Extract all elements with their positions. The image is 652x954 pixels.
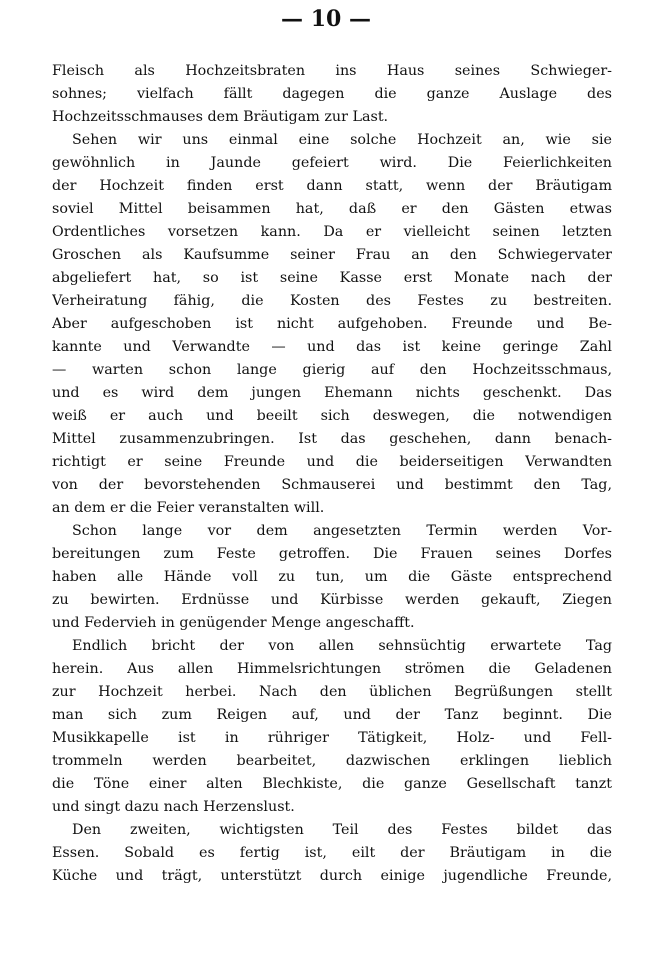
text-line: Küche und trägt, unterstützt durch einige jugendliche Freunde, bbox=[52, 868, 612, 884]
text-line: haben alle Hände voll zu tun, um die Gäste entsprechend bbox=[52, 569, 612, 585]
text-line: Hochzeitsschmauses dem Bräutigam zur Last. bbox=[52, 109, 389, 125]
text-line: die Töne einer alten Blechkiste, die ganze Gesellschaft tanzt bbox=[52, 776, 612, 792]
text-line: richtigt er seine Freunde und die beiderseitigen Verwandten bbox=[52, 454, 612, 470]
text-line: und es wird dem jungen Ehemann nichts geschenkt. Das bbox=[52, 385, 612, 401]
text-line: trommeln werden bearbeitet, dazwischen erklingen lieblich bbox=[52, 753, 612, 769]
text-line: Sehen wir uns einmal eine solche Hochzeit an, wie sie bbox=[72, 132, 612, 148]
text-line: Aber aufgeschoben ist nicht aufgehoben. Freunde und Be- bbox=[52, 316, 612, 332]
page-number: — 10 — bbox=[281, 6, 371, 32]
text-line: kannte und Verwandte — und das ist keine geringe Zahl bbox=[52, 339, 612, 355]
text-line: an dem er die Feier veranstalten will. bbox=[52, 500, 325, 516]
text-line: und singt dazu nach Herzenslust. bbox=[52, 799, 295, 815]
text-line: von der bevorstehenden Schmauserei und bestimmt den Tag, bbox=[52, 477, 612, 493]
text-line: der Hochzeit finden erst dann statt, wenn der Bräutigam bbox=[52, 178, 612, 194]
text-line: — warten schon lange gierig auf den Hochzeitsschmaus, bbox=[52, 362, 612, 378]
paragraph bbox=[52, 520, 612, 635]
text-line: Schon lange vor dem angesetzten Termin werden Vor- bbox=[72, 523, 612, 539]
text-line: und Federvieh in genügender Menge angeschafft. bbox=[52, 615, 415, 631]
text-line: zur Hochzeit herbei. Nach den üblichen Begrüßungen stellt bbox=[52, 684, 612, 700]
text-line: soviel Mittel beisammen hat, daß er den Gästen etwas bbox=[52, 201, 612, 217]
text-line: Endlich bricht der von allen sehnsüchtig erwartete Tag bbox=[72, 638, 612, 654]
text-line: Ordentliches vorsetzen kann. Da er vielleicht seinen letzten bbox=[52, 224, 612, 240]
text-line: Verheiratung fähig, die Kosten des Festes zu bestreiten. bbox=[52, 293, 612, 309]
text-line: Groschen als Kaufsumme seiner Frau an den Schwiegervater bbox=[52, 247, 612, 263]
paragraph bbox=[52, 129, 612, 520]
paragraph bbox=[52, 635, 612, 819]
text-line: Mittel zusammenzubringen. Ist das geschehen, dann benach- bbox=[52, 431, 612, 447]
text-line: Musikkapelle ist in rühriger Tätigkeit, Holz- und Fell- bbox=[52, 730, 612, 746]
text-line: gewöhnlich in Jaunde gefeiert wird. Die Feierlichkeiten bbox=[52, 155, 612, 171]
text-line: Fleisch als Hochzeitsbraten ins Haus seines Schwieger- bbox=[52, 63, 612, 79]
text-line: weiß er auch und beeilt sich deswegen, die notwendigen bbox=[52, 408, 612, 424]
text-line: zu bewirten. Erdnüsse und Kürbisse werden gekauft, Ziegen bbox=[52, 592, 612, 608]
paragraph bbox=[52, 60, 612, 129]
text-line: man sich zum Reigen auf, und der Tanz beginnt. Die bbox=[52, 707, 612, 723]
text-line: abgeliefert hat, so ist seine Kasse erst Monate nach der bbox=[52, 270, 612, 286]
text-line: bereitungen zum Feste getroffen. Die Frauen seines Dorfes bbox=[52, 546, 612, 562]
text-line: sohnes; vielfach fällt dagegen die ganze Auslage des bbox=[52, 86, 612, 102]
text-line: Den zweiten, wichtigsten Teil des Festes bildet das bbox=[72, 822, 612, 838]
text-line: herein. Aus allen Himmelsrichtungen strömen die Geladenen bbox=[52, 661, 612, 677]
body-text bbox=[52, 60, 612, 888]
text-line: Essen. Sobald es fertig ist, eilt der Bräutigam in die bbox=[52, 845, 612, 861]
paragraph bbox=[52, 819, 612, 888]
